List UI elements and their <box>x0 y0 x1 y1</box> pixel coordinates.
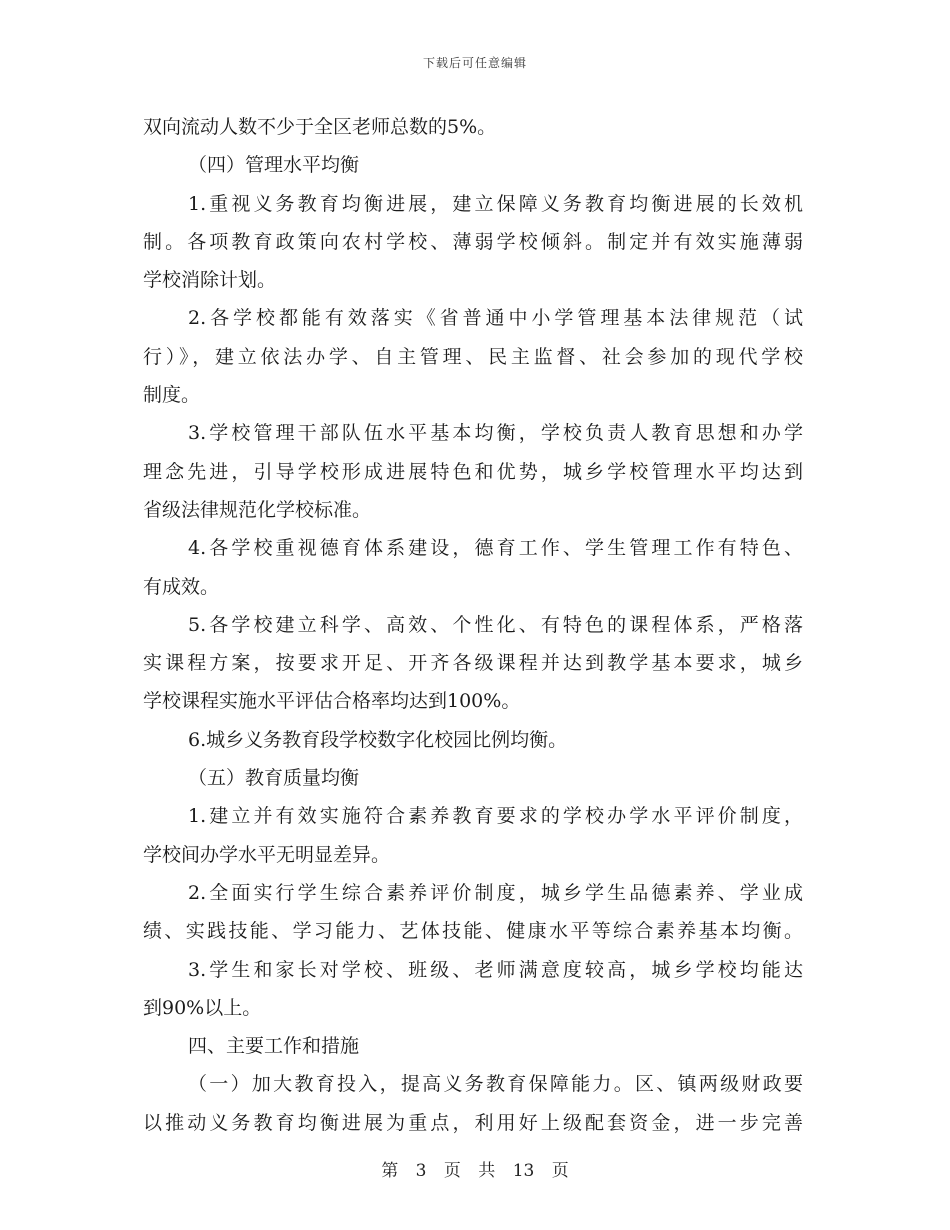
body-line: 2.各学校都能有效落实《省普通中小学管理基本法律规范（试 <box>188 307 803 330</box>
body-line: 3.学生和家长对学校、班级、老师满意度较高，城乡学校均能达 <box>188 958 803 981</box>
page-footer <box>0 1156 950 1181</box>
body-line: 以推动义务教育均衡进展为重点，利用好上级配套资金，进一步完善 <box>143 1111 803 1134</box>
body-line: 理念先进，引导学校形成进展特色和优势，城乡学校管理水平均达到 <box>143 460 803 483</box>
body-line: 6.城乡义务教育段学校数字化校园比例均衡。 <box>188 728 568 751</box>
footer-ye: 页 <box>443 1161 461 1181</box>
body-line: 制。各项教育政策向农村学校、薄弱学校倾斜。制定并有效实施薄弱 <box>143 230 803 253</box>
body-line: 2.全面实行学生综合素养评价制度，城乡学生品德素养、学业成 <box>188 881 803 904</box>
body-line: 学校消除计划。 <box>143 269 277 292</box>
section-heading: 四、主要工作和措施 <box>188 1035 360 1058</box>
footer-di: 第 <box>381 1161 399 1181</box>
body-line: 绩、实践技能、学习能力、艺体技能、健康水平等综合素养基本均衡。 <box>143 920 803 943</box>
section-heading: （四）管理水平均衡 <box>188 154 360 177</box>
body-line: 1.重视义务教育均衡进展，建立保障义务教育均衡进展的长效机 <box>188 192 803 215</box>
body-line: 4.各学校重视德育体系建设，德育工作、学生管理工作有特色、 <box>188 537 803 560</box>
body-line: 学校课程实施水平评估合格率均达到100%。 <box>143 690 521 713</box>
footer-ye: 页 <box>551 1161 569 1181</box>
body-line: 实课程方案，按要求开足、开齐各级课程并达到教学基本要求，城乡 <box>143 652 803 675</box>
document-body <box>143 108 803 1142</box>
body-line: 3.学校管理干部队伍水平基本均衡，学校负责人教育思想和办学 <box>188 422 803 445</box>
section-heading: （五）教育质量均衡 <box>188 767 360 790</box>
body-line: 省级法律规范化学校标准。 <box>143 498 372 521</box>
body-line: 1.建立并有效实施符合素养教育要求的学校办学水平评价制度， <box>188 805 803 828</box>
body-line: 双向流动人数不少于全区老师总数的5%。 <box>143 116 497 138</box>
body-line: 有成效。 <box>143 575 220 598</box>
body-line: （一）加大教育投入，提高义务教育保障能力。区、镇两级财政要 <box>188 1073 803 1096</box>
page-header: 下载后可任意编辑 <box>422 56 527 70</box>
body-line: 行）》，建立依法办学、自主管理、民主监督、社会参加的现代学校 <box>143 345 803 368</box>
page-number: 3 <box>415 1161 427 1181</box>
total-pages: 13 <box>512 1161 535 1181</box>
body-line: 5.各学校建立科学、高效、个性化、有特色的课程体系，严格落 <box>188 613 803 636</box>
body-line: 学校间办学水平无明显差异。 <box>143 843 391 866</box>
body-line: 到90%以上。 <box>143 996 262 1019</box>
footer-gong: 共 <box>478 1161 496 1181</box>
body-line: 制度。 <box>143 384 201 407</box>
